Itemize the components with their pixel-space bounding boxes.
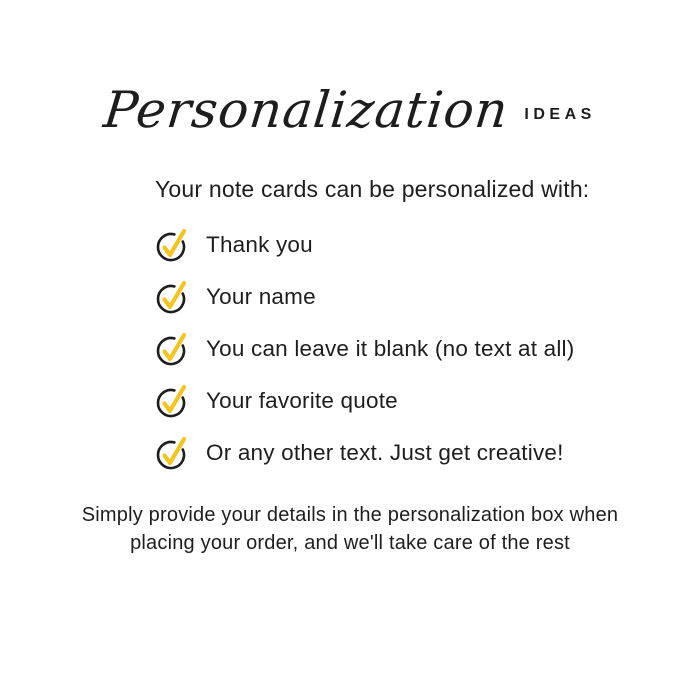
title-script-text: Personalization <box>101 81 512 139</box>
check-circle-icon <box>155 435 191 471</box>
list-item-label: Or any other text. Just get creative! <box>206 440 564 465</box>
list-item <box>155 271 574 323</box>
list-item-label: You can leave it blank (no text at all) <box>206 336 575 361</box>
footer-note <box>0 501 700 557</box>
check-circle-icon <box>155 331 191 367</box>
list-item <box>155 323 574 375</box>
list-item <box>155 427 574 479</box>
list-item <box>155 375 574 427</box>
footer-line-1: Simply provide your details in the personalization box when <box>81 504 619 526</box>
intro-text: Your note cards can be personalized with: <box>155 176 590 202</box>
list-item-label: Your favorite quote <box>206 388 398 413</box>
list-item-label: Thank you <box>206 232 313 257</box>
footer-line-2: placing your order, and we'll take care of the rest <box>130 532 570 554</box>
title-caps-text: IDEAS <box>524 106 596 123</box>
page-title <box>0 70 700 150</box>
list-item <box>155 219 574 271</box>
check-circle-icon <box>155 383 191 419</box>
list-item-label: Your name <box>206 284 316 309</box>
check-circle-icon <box>155 279 191 315</box>
personalization-options-list <box>155 219 574 479</box>
check-circle-icon <box>155 227 191 263</box>
